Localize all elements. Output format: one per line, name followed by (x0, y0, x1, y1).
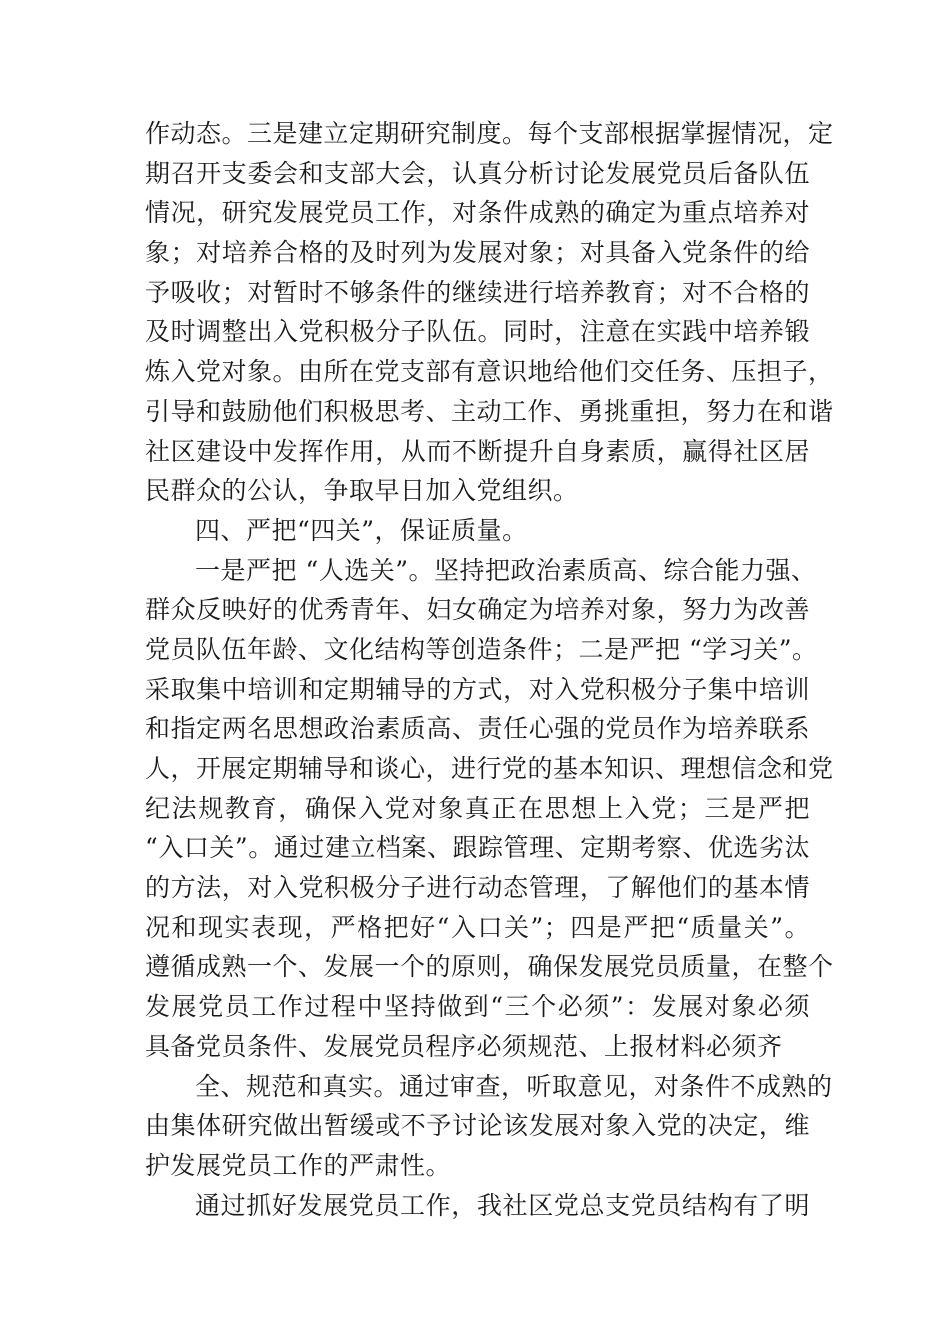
paragraph-line: 人，开展定期辅导和谈心，进行党的基本知识、理想信念和党 (145, 754, 834, 783)
paragraph-line: 护发展党员工作的严肃性。 (145, 1150, 452, 1180)
paragraph-line: 情况，研究发展党员工作，对条件成熟的确定为重点培养对 (145, 198, 810, 228)
paragraph-line: 社区建设中发挥作用，从而不断提升自身素质，赢得社区居 (145, 436, 810, 466)
paragraph-line: 由集体研究做出暂缓或不予讨论该发展对象入党的决定，维 (145, 1111, 810, 1141)
paragraph-line: 民群众的公认，争取早日加入党组织。 (145, 476, 579, 506)
paragraph-line: 予吸收；对暂时不够条件的继续进行培养教育；对不合格的 (145, 277, 810, 307)
body-text (145, 114, 834, 1225)
paragraph-line: 及时调整出入党积极分子队伍。同时，注意在实践中培养锻 (145, 317, 810, 347)
paragraph-line: 全、规范和真实。通过审查，听取意见，对条件不成熟的 (195, 1071, 833, 1101)
paragraph-line: 通过抓好发展党员工作，我社区党总支党员结构有了明 (195, 1190, 810, 1220)
paragraph-line: 的方法，对入党积极分子进行动态管理，了解他们的基本情 (145, 873, 810, 903)
paragraph-line: 象；对培养合格的及时列为发展对象；对具备入党条件的给 (145, 238, 810, 268)
paragraph-line: 作动态。三是建立定期研究制度。每个支部根据掌握情况，定 (145, 119, 834, 148)
paragraph-line: 群众反映好的优秀青年、妇女确定为培养对象，努力为改善 (145, 595, 810, 625)
paragraph-line: 况和现实表现，严格把好“入口关”；四是严把“质量关”。 (145, 912, 810, 942)
paragraph-line: 炼入党对象。由所在党支部有意识地给他们交任务、压担子， (145, 357, 834, 387)
paragraph-line: 纪法规教育，确保入党对象真正在思想上入党；三是严把 (145, 793, 810, 823)
paragraph-line: 期召开支委会和支部大会，认真分析讨论发展党员后备队伍 (145, 158, 810, 188)
paragraph-line: 发展党员工作过程中坚持做到“三个必须”：发展对象必须 (145, 992, 810, 1022)
paragraph-line: 遵循成熟一个、发展一个的原则，确保发展党员质量，在整个 (145, 952, 834, 982)
paragraph-line: 具备党员条件、发展党员程序必须规范、上报材料必须齐 (145, 1031, 783, 1061)
paragraph-line: 采取集中培训和定期辅导的方式，对入党积极分子集中培训 (145, 674, 810, 704)
paragraph-line: 和指定两名思想政治素质高、责任心强的党员作为培养联系 (145, 714, 810, 744)
section-heading: 四、严把“四关”，保证质量。 (195, 515, 528, 545)
paragraph-line: 党员队伍年龄、文化结构等创造条件；二是严把 “学习关”。 (145, 634, 818, 664)
paragraph-line: 引导和鼓励他们积极思考、主动工作、勇挑重担，努力在和谐 (145, 396, 834, 426)
paragraph-line: 一是严把 “人选关”。坚持把政治素质高、综合能力强、 (195, 555, 817, 585)
paragraph-line: “入口关”。通过建立档案、跟踪管理、定期考察、优选劣汰 (145, 833, 810, 863)
